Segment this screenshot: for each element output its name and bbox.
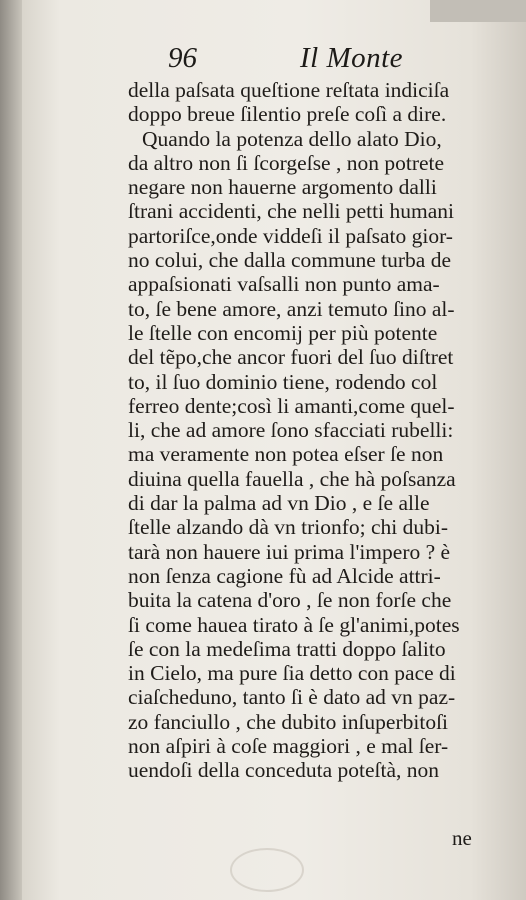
text-line: uendoſi della conceduta poteſtà, non bbox=[128, 758, 440, 783]
text-line: in Cielo, ma pure ſia detto con pace di bbox=[128, 661, 456, 686]
text-line: li, che ad amore ſono sfacciati rubelli: bbox=[128, 418, 454, 443]
text-line: diuina quella fauella , che hà poſsanza bbox=[128, 466, 456, 491]
text-line: del tẽpo,che ancor fuori del ſuo diſtret bbox=[128, 345, 454, 370]
text-line: tarà non hauere iui prima l'impero ? è bbox=[128, 539, 451, 564]
text-line: no colui, che dalla commune turba de bbox=[128, 248, 451, 273]
text-line: to, ſe bene amore, anzi temuto ſino al- bbox=[128, 296, 455, 321]
text-line: ferreo dente;così li amanti,come quel- bbox=[128, 393, 455, 418]
text-line: Quando la potenza dello alato Dio, bbox=[142, 126, 442, 151]
page-header bbox=[0, 42, 526, 82]
catchword: ne bbox=[452, 826, 472, 850]
text-line: appaſsionati vaſsalli non punto ama- bbox=[128, 272, 440, 297]
text-line: ciaſcheduno, tanto ſi è dato ad vn paz- bbox=[128, 685, 456, 710]
text-line: da altro non ſi ſcorgeſse , non potrete bbox=[128, 150, 445, 175]
text-line: di dar la palma ad vn Dio , e ſe alle bbox=[128, 491, 430, 516]
text-line: ſtrani accidenti, che nelli petti humani bbox=[128, 199, 454, 224]
text-line: ma veramente non potea eſser ſe non bbox=[128, 442, 444, 467]
body-text bbox=[128, 78, 498, 783]
text-line: non ſenza cagione fù ad Alcide attri- bbox=[128, 563, 441, 588]
text-line: ſe con la medeſima tratti doppo ſalito bbox=[128, 636, 446, 661]
text-line: della paſsata queſtione reſtata indiciſa bbox=[128, 78, 450, 102]
text-line: zo fanciullo , che dubito inſuperbitoſi bbox=[128, 709, 449, 734]
text-line: negare non hauerne argomento dalli bbox=[128, 175, 437, 200]
page-corner-edge bbox=[430, 0, 526, 22]
text-line: ſi come hauea tirato à ſe gl'animi,potes bbox=[128, 612, 460, 637]
text-line: le ſtelle con encomij per più potente bbox=[128, 320, 438, 345]
running-title: Il Monte bbox=[300, 42, 404, 74]
text-line: partoriſce,onde viddeſi il paſsato gior- bbox=[128, 223, 453, 248]
text-line: to, il ſuo dominio tiene, rodendo col bbox=[128, 369, 438, 394]
text-line: doppo breue ſilentio preſe coſì a dire. bbox=[128, 102, 447, 127]
text-line: buita la catena d'oro , ſe non forſe che bbox=[128, 588, 452, 613]
text-line: non aſpiri à coſe maggiori , e mal ſer- bbox=[128, 734, 449, 759]
page-number: 96 bbox=[168, 42, 197, 74]
ornament-stain bbox=[230, 848, 304, 892]
text-line: ſtelle alzando dà vn trionfo; chi dubi- bbox=[128, 515, 449, 540]
page-binding-shadow bbox=[0, 0, 22, 900]
